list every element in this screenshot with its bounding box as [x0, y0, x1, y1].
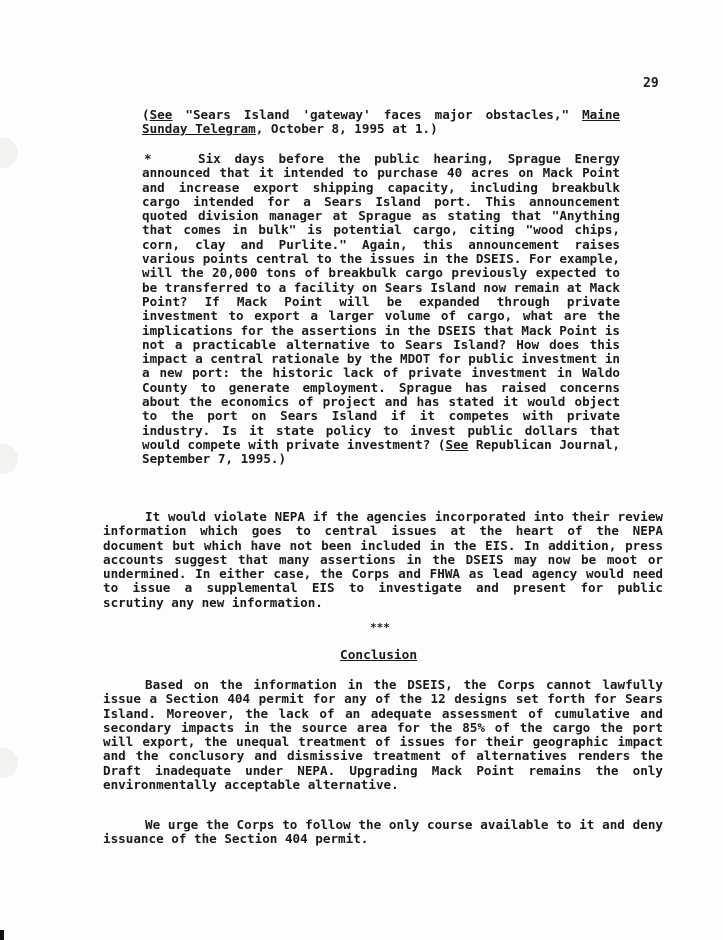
bullet-source: Republican Journal, September 7, 1995.) — [142, 436, 620, 467]
binder-hole — [0, 748, 18, 778]
see-signal: See — [445, 436, 469, 452]
closing-paragraph — [103, 818, 663, 847]
page-number: 29 — [643, 76, 659, 91]
publication-name: Maine Sunday Telegram — [142, 107, 620, 137]
nepa-violation-text: It would violate NEPA if the agencies incorporated into their review information which goes to central issues at the heart of the NEPA document but which have not been included in the EIS. In addition, press accounts suggest that many assertions in the DSEIS may now be moot or undermined. In either case, the Corps and FHWA as lead agency would need to issue a supplemental EIS to investigate and present for public scrutiny any new information. — [103, 509, 663, 610]
see-signal: See — [149, 107, 173, 122]
bullet-paragraph — [142, 152, 620, 467]
binder-hole — [0, 138, 18, 168]
conclusion-heading: Conclusion — [340, 648, 418, 663]
conclusion-text: Based on the information in the DSEIS, the Corps cannot lawfully issue a Section 404 permit for any of the 12 designs set forth for Sears Island. Moreover, the lack of an adequate assessment of cumulative and secondary impacts in the source area for the 85% of the cargo the port will export, the unequal treatment of issues for their geographic impact and the conclusory and dismissive treatment of alternatives renders the Draft inadequate under NEPA. Upgrading Mack Point remains the only environmentally acceptable alternative. — [103, 677, 663, 793]
section-separator: *** — [370, 621, 390, 634]
citation-paragraph — [142, 108, 620, 137]
bullet-marker: * — [144, 151, 152, 166]
bullet-text: Six days before the public hearing, Sprague Energy announced that it intended to purchase 40 acres on Mack Point and increase export shipping capacity, including breakbulk cargo intended for a Sears Island port. This announcement quoted division manager at Sprague as stating that "Anything that comes in bulk" is potential cargo, citing "wood chips, corn, clay and Purlite." Again, this announcement raises various points central to the issues in the DSEIS. For example, will the 20,000 tons of breakbulk cargo previously expected to be transferred to a facility on Sears Island now remain at Mack Point? If Mack Point will be expanded through private investment to export a larger volume of cargo, what are the implications for the assertions in the DSEIS that Mack Point is not a practicable alternative to Sears Island? How does this impact a central rationale by the MDOT for public investment in a new port: the historic lack of private investment in Waldo County to generate employment. Sprague has raised concerns about the economics of project and has stated it would object to the port on Sears Island if it competes with private industry. Is it state policy to invest public dollars that would compete with private investment? ( — [142, 151, 620, 452]
closing-text: We urge the Corps to follow the only course available to it and deny issuance of the Section 404 permit. — [103, 817, 663, 847]
open-paren: ( — [142, 107, 150, 122]
article-headline: "Sears Island 'gateway' faces major obstacles," — [185, 107, 570, 122]
scan-edge-mark — [0, 930, 4, 940]
citation-details: , October 8, 1995 at 1.) — [255, 121, 438, 137]
nepa-violation-paragraph — [103, 510, 663, 610]
conclusion-paragraph — [103, 678, 663, 792]
binder-hole — [0, 444, 18, 474]
